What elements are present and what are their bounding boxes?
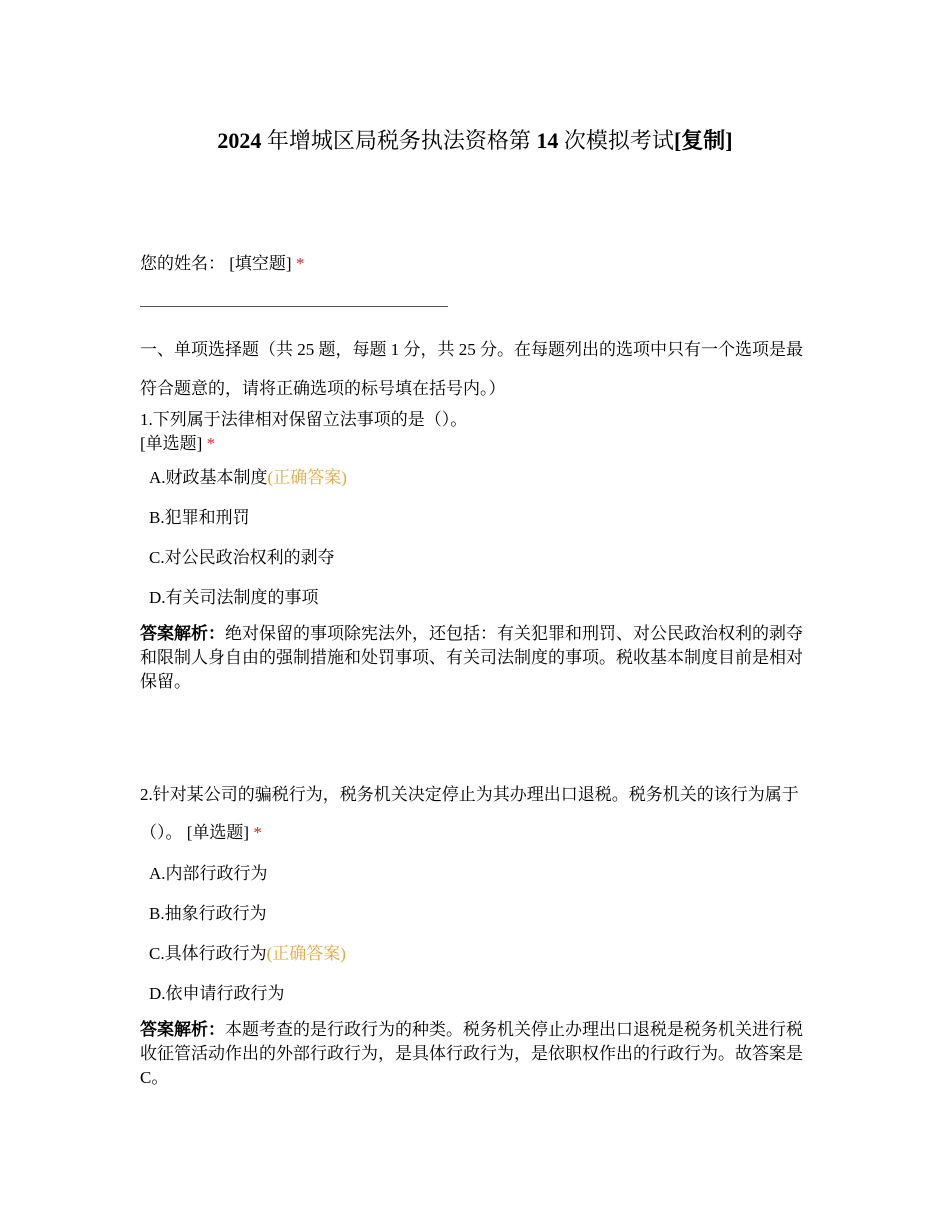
answer-analysis [140, 622, 815, 694]
name-question [140, 252, 304, 276]
option-d[interactable] [140, 982, 815, 1022]
correct-answer-tag: (正确答案) [267, 468, 347, 487]
title-number: 14 [536, 127, 559, 153]
option-list [140, 862, 815, 1022]
option-label: C.具体行政行为 [149, 944, 267, 963]
analysis-text: 本题考查的是行政行为的种类。税务机关停止办理出口退税是税务机关进行税收征管活动作出的外部行政行为，是具体行政行为，是依职权作出的行政行为。故答案是 C。 [140, 1020, 803, 1087]
required-mark: * [295, 254, 305, 273]
title-text-2: 次模拟考试 [558, 127, 674, 153]
question-2 [140, 776, 815, 1090]
question-1 [140, 408, 815, 694]
option-label: D.依申请行政行为 [149, 984, 285, 1003]
option-a[interactable] [140, 466, 815, 506]
question-type-tag: [单选题] [186, 823, 250, 842]
question-stem-text: 2.针对某公司的骗税行为，税务机关决定停止为其办理出口退税。税务机关的该行为属于（）。 [140, 785, 799, 842]
correct-answer-tag: (正确答案) [266, 944, 346, 963]
option-label: C.对公民政治权利的剥夺 [149, 548, 335, 567]
required-mark: * [206, 434, 216, 453]
question-type-tag: [单选题] [140, 434, 203, 453]
name-label: 您的姓名： [140, 254, 225, 273]
option-b[interactable] [140, 506, 815, 546]
option-c[interactable] [140, 546, 815, 586]
question-stem [140, 776, 815, 852]
name-type-tag: [填空题] [229, 254, 292, 273]
answer-analysis [140, 1018, 815, 1090]
option-b[interactable] [140, 902, 815, 942]
question-type-line [140, 432, 815, 456]
analysis-text: 绝对保留的事项除宪法外，还包括：有关犯罪和刑罚、对公民政治权利的剥夺和限制人身自由的强制措施和处罚事项、有关司法制度的事项。税收基本制度目前是相对保留。 [140, 624, 803, 691]
option-label: B.犯罪和刑罚 [149, 508, 250, 527]
option-label: B.抽象行政行为 [149, 904, 267, 923]
option-c[interactable] [140, 942, 815, 982]
page-title [0, 125, 950, 157]
analysis-label: 答案解析： [140, 1020, 225, 1039]
option-label: A.内部行政行为 [149, 864, 268, 883]
option-a[interactable] [140, 862, 815, 902]
analysis-label: 答案解析： [140, 624, 225, 643]
required-mark: * [253, 823, 262, 842]
question-stem: 1.下列属于法律相对保留立法事项的是（）。 [140, 410, 468, 429]
name-input-blank[interactable] [140, 306, 448, 307]
title-copy-tag: [复制] [673, 127, 733, 153]
title-year: 2024 [217, 127, 262, 153]
option-list [140, 466, 815, 626]
option-d[interactable] [140, 586, 815, 626]
title-text: 年增城区局税务执法资格第 [261, 127, 537, 153]
option-label: D.有关司法制度的事项 [149, 588, 319, 607]
option-label: A.财政基本制度 [149, 468, 268, 487]
section-intro: 一、单项选择题（共 25 题，每题 1 分，共 25 分。在每题列出的选项中只有一个选项是最符合题意的，请将正确选项的标号填在括号内。） [140, 340, 803, 398]
